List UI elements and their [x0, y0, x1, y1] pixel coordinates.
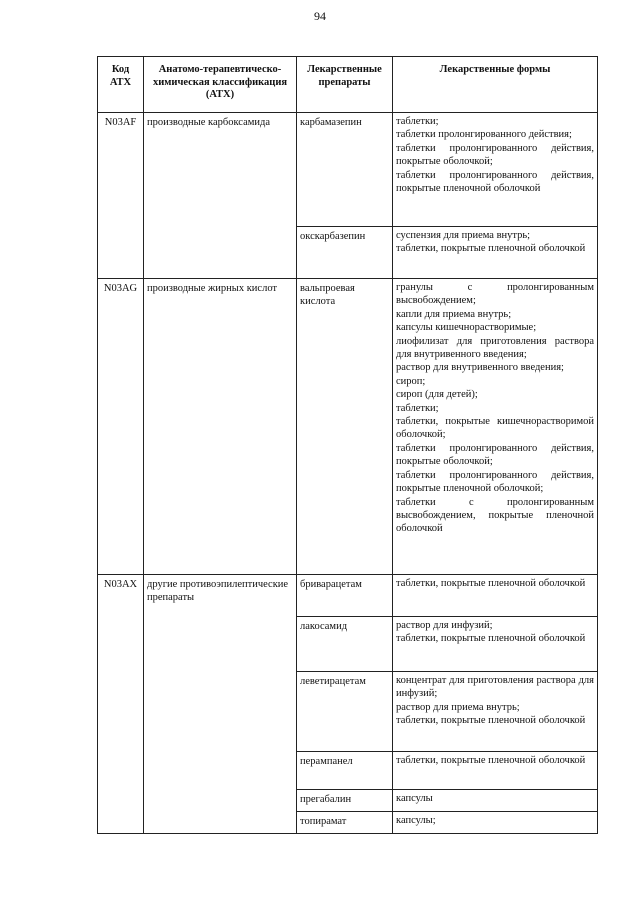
form-item: концентрат для приготовления раствора для инфузий;	[396, 675, 594, 700]
form-item: таблетки;	[396, 402, 439, 414]
form-item: таблетки пролонгированного действия, покрытые пленочной оболочкой	[396, 169, 594, 195]
form-item: капли для приема внутрь;	[396, 308, 512, 320]
form-item: гранулы с пролонгированным высвобождением;	[396, 282, 594, 307]
form-item: таблетки, покрытые пленочной оболочкой	[396, 578, 586, 589]
classification-cell: производные карбоксамида	[144, 113, 297, 279]
form-item: таблетки, покрытые кишечнорастворимой оболочкой;	[396, 416, 594, 441]
header-code: Код АТХ	[98, 57, 144, 113]
classification-cell: другие противоэпилептические препараты	[144, 575, 297, 834]
form-item: раствор для приема внутрь;	[396, 701, 520, 713]
drug-name-cell: лакосамид	[297, 617, 393, 672]
page-number: 94	[314, 9, 326, 23]
drug-forms-cell	[393, 812, 598, 834]
drug-forms-cell	[393, 790, 598, 812]
atx-drug-table	[97, 56, 598, 834]
table-row	[98, 279, 598, 575]
drug-name-cell: прегабалин	[297, 790, 393, 812]
drug-forms-cell	[393, 672, 598, 752]
form-item: таблетки;	[396, 116, 439, 127]
form-item: суспензия для приема внутрь;	[396, 230, 531, 241]
form-item: сироп (для детей);	[396, 389, 478, 401]
header-drugs: Лекарственные препараты	[297, 57, 393, 113]
drug-name-cell: перампанел	[297, 752, 393, 790]
table-row	[98, 575, 598, 617]
table-header-row	[98, 57, 598, 113]
drug-forms-cell	[393, 575, 598, 617]
drug-name-cell: топирамат	[297, 812, 393, 834]
drug-forms-cell	[393, 752, 598, 790]
atx-code-cell: N03AF	[98, 113, 144, 279]
form-item: таблетки, покрытые пленочной оболочкой	[396, 715, 586, 727]
form-item: капсулы;	[396, 815, 436, 826]
drug-forms-cell	[393, 227, 598, 279]
form-item: таблетки пролонгированного действия, покрытые оболочкой;	[396, 142, 594, 168]
form-item: лиофилизат для приготовления раствора для внутривенного введения;	[396, 335, 594, 361]
form-item: таблетки, покрытые пленочной оболочкой	[396, 755, 586, 766]
drug-name-cell: леветирацетам	[297, 672, 393, 752]
header-classification: Анатомо-терапевтическо-химическая классификация (АТХ)	[144, 57, 297, 113]
form-item: таблетки с пролонгированным высвобождением, покрытые пленочной оболочкой	[396, 496, 594, 535]
form-item: таблетки, покрытые пленочной оболочкой	[396, 243, 586, 255]
atx-code-cell: N03AX	[98, 575, 144, 834]
drug-forms-cell	[393, 113, 598, 227]
form-item: раствор для инфузий;	[396, 620, 493, 631]
form-item: таблетки, покрытые пленочной оболочкой	[396, 633, 586, 645]
drug-name-cell: бриварацетам	[297, 575, 393, 617]
drug-forms-cell	[393, 617, 598, 672]
drug-name-cell: вальпроевая кислота	[297, 279, 393, 575]
form-item: капсулы	[396, 793, 433, 804]
classification-cell: производные жирных кислот	[144, 279, 297, 575]
drug-name-cell: карбамазепин	[297, 113, 393, 227]
form-item: капсулы кишечнорастворимые;	[396, 322, 537, 334]
form-item: раствор для внутривенного введения;	[396, 362, 564, 374]
form-item: таблетки пролонгированного действия, покрытые оболочкой;	[396, 442, 594, 468]
drug-name-cell: окскарбазепин	[297, 227, 393, 279]
form-item: таблетки пролонгированного действия, покрытые пленочной оболочкой;	[396, 469, 594, 495]
drug-forms-cell	[393, 279, 598, 575]
header-forms: Лекарственные формы	[393, 57, 598, 113]
table-row	[98, 113, 598, 227]
table-body	[98, 113, 598, 834]
form-item: сироп;	[396, 375, 426, 387]
atx-code-cell: N03AG	[98, 279, 144, 575]
form-item: таблетки пролонгированного действия;	[396, 129, 572, 141]
